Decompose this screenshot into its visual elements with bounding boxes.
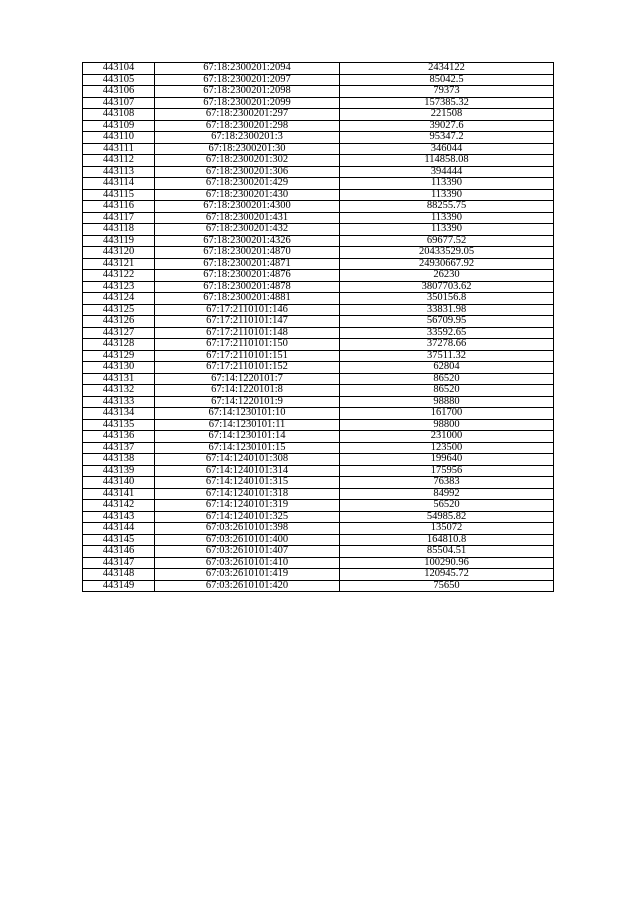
value-cell: 86520 (340, 373, 554, 385)
row-number-cell: 443118 (83, 224, 155, 236)
row-number-cell: 443127 (83, 327, 155, 339)
cadastral-number-cell: 67:18:2300201:30 (155, 143, 340, 155)
table-row (83, 339, 554, 351)
row-number-cell: 443111 (83, 143, 155, 155)
cadastral-number-cell: 67:18:2300201:432 (155, 224, 340, 236)
value-cell: 26230 (340, 270, 554, 282)
cadastral-number-cell: 67:18:2300201:4326 (155, 235, 340, 247)
cadastral-number-cell: 67:14:1230101:15 (155, 442, 340, 454)
row-number-cell: 443139 (83, 465, 155, 477)
value-cell: 37511.32 (340, 350, 554, 362)
value-cell: 114858.08 (340, 155, 554, 167)
value-cell: 37278.66 (340, 339, 554, 351)
cadastral-number-cell: 67:14:1230101:14 (155, 431, 340, 443)
table-row (83, 132, 554, 144)
row-number-cell: 443148 (83, 569, 155, 581)
cadastral-number-cell: 67:03:2610101:407 (155, 546, 340, 558)
cadastral-number-cell: 67:03:2610101:398 (155, 523, 340, 535)
table-row (83, 396, 554, 408)
cadastral-number-cell: 67:18:2300201:2097 (155, 74, 340, 86)
cadastral-number-cell: 67:14:1240101:308 (155, 454, 340, 466)
cadastral-number-cell: 67:18:2300201:2098 (155, 86, 340, 98)
table-row (83, 189, 554, 201)
value-cell: 75650 (340, 580, 554, 592)
table-row (83, 281, 554, 293)
cadastral-number-cell: 67:14:1230101:10 (155, 408, 340, 420)
value-cell: 20433529.05 (340, 247, 554, 259)
row-number-cell: 443115 (83, 189, 155, 201)
table-row (83, 362, 554, 374)
cadastral-number-cell: 67:18:2300201:4870 (155, 247, 340, 259)
cadastral-number-cell: 67:14:1240101:314 (155, 465, 340, 477)
value-cell: 3807703.62 (340, 281, 554, 293)
row-number-cell: 443125 (83, 304, 155, 316)
value-cell: 157385.32 (340, 97, 554, 109)
value-cell: 85504.51 (340, 546, 554, 558)
row-number-cell: 443131 (83, 373, 155, 385)
table-row (83, 419, 554, 431)
cadastral-number-cell: 67:17:2110101:147 (155, 316, 340, 328)
value-cell: 2434122 (340, 63, 554, 75)
table-row (83, 293, 554, 305)
cadastral-number-cell: 67:17:2110101:150 (155, 339, 340, 351)
table-row (83, 385, 554, 397)
cadastral-number-cell: 67:18:2300201:429 (155, 178, 340, 190)
table-row (83, 63, 554, 75)
row-number-cell: 443140 (83, 477, 155, 489)
value-cell: 346044 (340, 143, 554, 155)
cadastral-number-cell: 67:18:2300201:2094 (155, 63, 340, 75)
cadastral-number-cell: 67:18:2300201:298 (155, 120, 340, 132)
row-number-cell: 443144 (83, 523, 155, 535)
value-cell: 79373 (340, 86, 554, 98)
table-row (83, 373, 554, 385)
row-number-cell: 443119 (83, 235, 155, 247)
cadastral-number-cell: 67:17:2110101:146 (155, 304, 340, 316)
table-row (83, 270, 554, 282)
table-row (83, 178, 554, 190)
value-cell: 62804 (340, 362, 554, 374)
cadastral-number-cell: 67:18:2300201:4878 (155, 281, 340, 293)
table-row (83, 350, 554, 362)
table-row (83, 201, 554, 213)
value-cell: 76383 (340, 477, 554, 489)
cadastral-number-cell: 67:18:2300201:4876 (155, 270, 340, 282)
row-number-cell: 443122 (83, 270, 155, 282)
value-cell: 39027.6 (340, 120, 554, 132)
cadastral-number-cell: 67:14:1220101:7 (155, 373, 340, 385)
table-row (83, 442, 554, 454)
row-number-cell: 443109 (83, 120, 155, 132)
cadastral-number-cell: 67:14:1240101:318 (155, 488, 340, 500)
table-row (83, 465, 554, 477)
value-cell: 199640 (340, 454, 554, 466)
value-cell: 98800 (340, 419, 554, 431)
table-row (83, 109, 554, 121)
cadastral-number-cell: 67:18:2300201:430 (155, 189, 340, 201)
row-number-cell: 443141 (83, 488, 155, 500)
row-number-cell: 443132 (83, 385, 155, 397)
table-row (83, 477, 554, 489)
table-row (83, 155, 554, 167)
cadastral-number-cell: 67:18:2300201:302 (155, 155, 340, 167)
table-row (83, 212, 554, 224)
table-row (83, 557, 554, 569)
row-number-cell: 443147 (83, 557, 155, 569)
value-cell: 394444 (340, 166, 554, 178)
value-cell: 84992 (340, 488, 554, 500)
cadastral-number-cell: 67:14:1220101:9 (155, 396, 340, 408)
row-number-cell: 443114 (83, 178, 155, 190)
row-number-cell: 443134 (83, 408, 155, 420)
row-number-cell: 443129 (83, 350, 155, 362)
value-cell: 113390 (340, 224, 554, 236)
cadastral-number-cell: 67:18:2300201:306 (155, 166, 340, 178)
cadastral-number-cell: 67:17:2110101:148 (155, 327, 340, 339)
cadastral-number-cell: 67:14:1240101:319 (155, 500, 340, 512)
value-cell: 221508 (340, 109, 554, 121)
value-cell: 231000 (340, 431, 554, 443)
table-row (83, 431, 554, 443)
row-number-cell: 443146 (83, 546, 155, 558)
row-number-cell: 443143 (83, 511, 155, 523)
table-row (83, 74, 554, 86)
data-table (82, 62, 554, 592)
row-number-cell: 443113 (83, 166, 155, 178)
row-number-cell: 443121 (83, 258, 155, 270)
value-cell: 95347.2 (340, 132, 554, 144)
cadastral-number-cell: 67:14:1220101:8 (155, 385, 340, 397)
row-number-cell: 443133 (83, 396, 155, 408)
cadastral-number-cell: 67:18:2300201:3 (155, 132, 340, 144)
table-row (83, 523, 554, 535)
value-cell: 123500 (340, 442, 554, 454)
row-number-cell: 443126 (83, 316, 155, 328)
table-row (83, 569, 554, 581)
cadastral-number-cell: 67:03:2610101:419 (155, 569, 340, 581)
value-cell: 33592.65 (340, 327, 554, 339)
table-row (83, 120, 554, 132)
row-number-cell: 443105 (83, 74, 155, 86)
row-number-cell: 443138 (83, 454, 155, 466)
value-cell: 113390 (340, 212, 554, 224)
row-number-cell: 443145 (83, 534, 155, 546)
value-cell: 135072 (340, 523, 554, 535)
row-number-cell: 443112 (83, 155, 155, 167)
table-row (83, 97, 554, 109)
table-row (83, 143, 554, 155)
cadastral-number-cell: 67:17:2110101:151 (155, 350, 340, 362)
table-row (83, 316, 554, 328)
cadastral-number-cell: 67:18:2300201:4881 (155, 293, 340, 305)
row-number-cell: 443110 (83, 132, 155, 144)
table-row (83, 408, 554, 420)
table-row (83, 258, 554, 270)
row-number-cell: 443120 (83, 247, 155, 259)
cadastral-number-cell: 67:18:2300201:4871 (155, 258, 340, 270)
cadastral-number-cell: 67:14:1240101:325 (155, 511, 340, 523)
row-number-cell: 443106 (83, 86, 155, 98)
value-cell: 33831.98 (340, 304, 554, 316)
row-number-cell: 443124 (83, 293, 155, 305)
table-row (83, 304, 554, 316)
row-number-cell: 443117 (83, 212, 155, 224)
row-number-cell: 443149 (83, 580, 155, 592)
table-row (83, 247, 554, 259)
row-number-cell: 443137 (83, 442, 155, 454)
row-number-cell: 443104 (83, 63, 155, 75)
table-row (83, 86, 554, 98)
value-cell: 175956 (340, 465, 554, 477)
cadastral-number-cell: 67:03:2610101:410 (155, 557, 340, 569)
table-row (83, 454, 554, 466)
cadastral-number-cell: 67:18:2300201:431 (155, 212, 340, 224)
table-row (83, 488, 554, 500)
value-cell: 113390 (340, 189, 554, 201)
value-cell: 69677.52 (340, 235, 554, 247)
value-cell: 120945.72 (340, 569, 554, 581)
cadastral-number-cell: 67:18:2300201:4300 (155, 201, 340, 213)
value-cell: 86520 (340, 385, 554, 397)
table-row (83, 166, 554, 178)
row-number-cell: 443108 (83, 109, 155, 121)
table-body (83, 63, 554, 592)
cadastral-number-cell: 67:14:1240101:315 (155, 477, 340, 489)
value-cell: 113390 (340, 178, 554, 190)
value-cell: 24930667.92 (340, 258, 554, 270)
value-cell: 350156.8 (340, 293, 554, 305)
cadastral-number-cell: 67:14:1230101:11 (155, 419, 340, 431)
row-number-cell: 443142 (83, 500, 155, 512)
value-cell: 56520 (340, 500, 554, 512)
table-row (83, 534, 554, 546)
table-row (83, 327, 554, 339)
value-cell: 100290.96 (340, 557, 554, 569)
row-number-cell: 443116 (83, 201, 155, 213)
value-cell: 56709.95 (340, 316, 554, 328)
cadastral-number-cell: 67:18:2300201:2099 (155, 97, 340, 109)
table-row (83, 224, 554, 236)
cadastral-number-cell: 67:17:2110101:152 (155, 362, 340, 374)
value-cell: 161700 (340, 408, 554, 420)
value-cell: 98880 (340, 396, 554, 408)
cadastral-number-cell: 67:18:2300201:297 (155, 109, 340, 121)
row-number-cell: 443135 (83, 419, 155, 431)
table-row (83, 511, 554, 523)
row-number-cell: 443128 (83, 339, 155, 351)
table-row (83, 235, 554, 247)
row-number-cell: 443130 (83, 362, 155, 374)
value-cell: 88255.75 (340, 201, 554, 213)
row-number-cell: 443107 (83, 97, 155, 109)
table-row (83, 500, 554, 512)
table-row (83, 546, 554, 558)
table-row (83, 580, 554, 592)
cadastral-number-cell: 67:03:2610101:420 (155, 580, 340, 592)
row-number-cell: 443123 (83, 281, 155, 293)
row-number-cell: 443136 (83, 431, 155, 443)
cadastral-number-cell: 67:03:2610101:400 (155, 534, 340, 546)
value-cell: 85042.5 (340, 74, 554, 86)
value-cell: 54985.82 (340, 511, 554, 523)
value-cell: 164810.8 (340, 534, 554, 546)
